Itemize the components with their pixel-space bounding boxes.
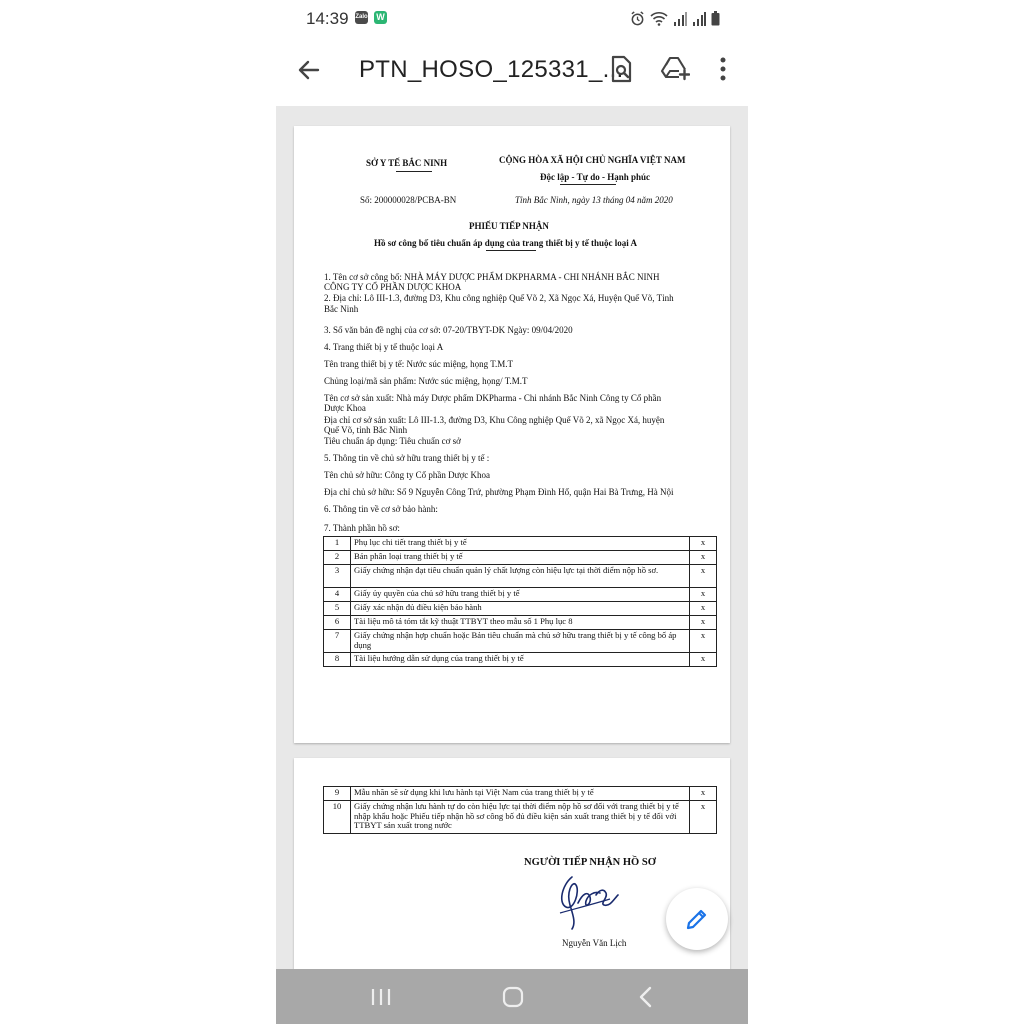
row-text: Tài liệu hướng dẫn sử dụng của trang thiết bị y tế	[351, 653, 690, 667]
row-text: Mẫu nhãn sẽ sử dụng khi lưu hành tại Việt Nam của trang thiết bị y tế	[351, 787, 690, 801]
row-mark: x	[690, 588, 717, 602]
row-text: Giấy xác nhận đủ điều kiện bảo hành	[351, 602, 690, 616]
signature-image	[556, 873, 624, 931]
table-row	[324, 602, 717, 616]
republic-name: CỘNG HÒA XÃ HỘI CHỦ NGHĨA VIỆT NAM	[499, 155, 686, 165]
table-row	[324, 588, 717, 602]
body-line: Tên cơ sở sản xuất: Nhà máy Dược phẩm DKPharma - Chi nhánh Bắc Ninh Công ty Cổ phần	[324, 393, 662, 403]
body-line: 7. Thành phần hồ sơ:	[324, 523, 400, 533]
body-line: Tên chủ sở hữu: Công ty Cổ phần Dược Khoa	[324, 470, 491, 480]
row-number: 8	[324, 653, 351, 667]
add-to-drive-icon[interactable]	[660, 54, 690, 84]
signal-icon	[692, 11, 706, 26]
edit-button[interactable]	[666, 888, 728, 950]
body-line: Bắc Ninh	[324, 304, 359, 314]
navigation-bar	[276, 969, 748, 1024]
wifi-icon	[650, 11, 668, 26]
signal-icon	[673, 11, 687, 26]
app-toolbar	[276, 38, 748, 106]
body-line: 1. Tên cơ sở công bố: NHÀ MÁY DƯỢC PHẨM DKPHARMA - CHI NHÁNH BẮC NINH	[324, 272, 660, 282]
table-row	[324, 653, 717, 667]
back-icon[interactable]	[631, 983, 661, 1011]
home-icon[interactable]	[498, 983, 528, 1011]
table-row	[324, 565, 717, 588]
divider	[486, 250, 536, 251]
page-heading: PHIẾU TIẾP NHẬN	[469, 221, 549, 231]
row-number: 4	[324, 588, 351, 602]
zalo-app-icon: Zalo	[355, 11, 368, 24]
alarm-icon	[630, 11, 645, 26]
body-line: Địa chỉ chủ sở hữu: Số 9 Nguyễn Công Trứ, phường Phạm Đình Hổ, quận Hai Bà Trưng, Hà Nội	[324, 487, 674, 497]
body-line: Quế Võ, tỉnh Bắc Ninh	[324, 425, 408, 435]
body-line: Tiêu chuẩn áp dụng: Tiêu chuẩn cơ sở	[324, 436, 461, 446]
recent-apps-icon[interactable]	[366, 983, 396, 1011]
row-number: 5	[324, 602, 351, 616]
body-line: CÔNG TY CỔ PHẦN DƯỢC KHOA	[324, 282, 462, 292]
body-line: Địa chỉ cơ sở sản xuất: Lô III-1.3, đường D3, Khu Công nghiệp Quế Võ 2, xã Ngọc Xá, huyện	[324, 415, 665, 425]
row-number: 6	[324, 616, 351, 630]
document-date: Tỉnh Bắc Ninh, ngày 13 tháng 04 năm 2020	[515, 195, 673, 205]
body-line: Tên trang thiết bị y tế: Nước súc miệng, họng T.M.T	[324, 359, 514, 369]
dossier-table-continued	[323, 786, 717, 834]
row-text: Tài liệu mô tả tóm tắt kỹ thuật TTBYT theo mẫu số 1 Phụ lục 8	[351, 616, 690, 630]
row-number: 10	[324, 801, 351, 834]
body-line: Dược Khoa	[324, 403, 366, 413]
dossier-table	[323, 536, 717, 667]
phone-screen	[276, 0, 748, 1024]
row-text: Giấy chứng nhận hợp chuẩn hoặc Bản tiêu chuẩn mà chủ sở hữu trang thiết bị y tế công bố áp dụng	[351, 630, 690, 653]
body-line: Chủng loại/mã sản phẩm: Nước súc miệng, họng/ T.M.T	[324, 376, 528, 386]
table-row	[324, 630, 717, 653]
body-line: 5. Thông tin về chủ sở hữu trang thiết bị y tế :	[324, 453, 490, 463]
status-bar	[276, 0, 748, 38]
divider	[560, 184, 616, 185]
pdf-viewer[interactable]	[276, 106, 748, 969]
table-row	[324, 537, 717, 551]
row-mark: x	[690, 602, 717, 616]
document-number: Số: 200000028/PCBA-BN	[360, 195, 457, 205]
more-vert-icon[interactable]	[708, 54, 738, 84]
pdf-page-2	[294, 758, 730, 969]
row-text: Giấy chứng nhận lưu hành tự do còn hiệu lực tại thời điểm nộp hồ sơ đối với trang thiết bị y tế nhập khẩu hoặc Phiếu tiếp nhận hồ sơ công bố đủ điều kiện sản xuất trang thiết bị y tế đối với TTBYT sản xuất trong nước	[351, 801, 690, 834]
table-row	[324, 551, 717, 565]
row-text: Giấy ủy quyền của chủ sở hữu trang thiết bị y tế	[351, 588, 690, 602]
table-row	[324, 616, 717, 630]
document-title: PTN_HOSO_125331_...	[359, 56, 624, 83]
body-line: 6. Thông tin về cơ sở bảo hành:	[324, 504, 438, 514]
row-number: 2	[324, 551, 351, 565]
motto: Độc lập - Tự do - Hạnh phúc	[540, 172, 651, 182]
arrow-left-icon[interactable]	[294, 55, 324, 85]
row-mark: x	[690, 801, 717, 834]
page-subheading: Hồ sơ công bố tiêu chuẩn áp dụng của trang thiết bị y tế thuộc loại A	[374, 238, 638, 248]
body-line: 4. Trang thiết bị y tế thuộc loại A	[324, 342, 444, 352]
row-mark: x	[690, 565, 717, 588]
row-mark: x	[690, 537, 717, 551]
signer-name: Nguyễn Văn Lịch	[562, 938, 627, 948]
row-text: Giấy chứng nhận đạt tiêu chuẩn quản lý chất lượng còn hiệu lực tại thời điểm nộp hồ sơ.	[351, 565, 690, 588]
row-mark: x	[690, 551, 717, 565]
status-time: 14:39	[306, 9, 349, 28]
table-row	[324, 787, 717, 801]
status-icons	[630, 10, 720, 26]
row-mark: x	[690, 616, 717, 630]
row-text: Bản phân loại trang thiết bị y tế	[351, 551, 690, 565]
row-number: 7	[324, 630, 351, 653]
row-text: Phụ lục chi tiết trang thiết bị y tế	[351, 537, 690, 551]
battery-icon	[711, 11, 720, 26]
body-line: 2. Địa chỉ: Lô III-1.3, đường D3, Khu công nghiệp Quế Võ 2, Xã Ngọc Xá, Huyện Quế Võ, Tỉnh	[324, 293, 674, 303]
find-in-page-icon[interactable]	[606, 54, 636, 84]
row-mark: x	[690, 653, 717, 667]
pdf-page-1	[294, 126, 730, 743]
authority-name: SỞ Y TẾ BẮC NINH	[366, 158, 448, 168]
row-mark: x	[690, 630, 717, 653]
row-number: 3	[324, 565, 351, 588]
row-number: 1	[324, 537, 351, 551]
row-mark: x	[690, 787, 717, 801]
divider	[396, 171, 432, 172]
body-line: 3. Số văn bản đề nghị của cơ sở: 07-20/TBYT-DK Ngày: 09/04/2020	[324, 325, 573, 335]
edit-pencil-icon	[684, 906, 710, 932]
wellcare-app-icon: W	[374, 11, 387, 24]
receiver-title: NGƯỜI TIẾP NHẬN HỒ SƠ	[524, 857, 656, 868]
table-row	[324, 801, 717, 834]
row-number: 9	[324, 787, 351, 801]
